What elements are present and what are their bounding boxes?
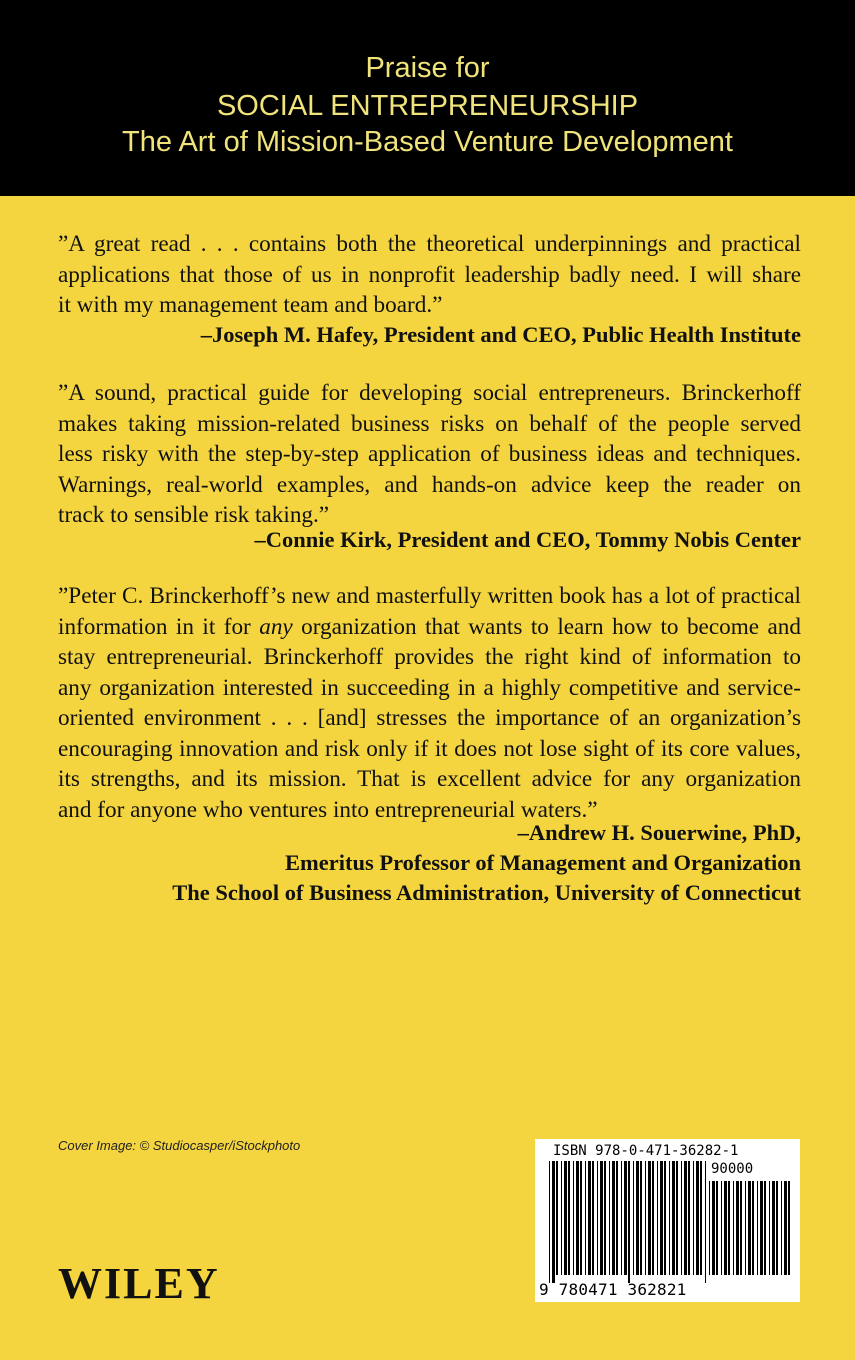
quote-3 <box>58 581 801 825</box>
title-banner <box>0 0 855 196</box>
isbn-label: ISBN 978-0-471-36282-1 <box>553 1143 739 1159</box>
barcode-bar <box>776 1181 778 1275</box>
barcode-bar <box>652 1161 654 1275</box>
quote-line: ”A sound, practical guide for developing social entrepreneurs. Brinckerhoff <box>58 380 801 406</box>
quote-line: ”Peter C. Brinckerhoff’s new and masterfully written book has a lot of practical <box>58 583 801 609</box>
barcode-bar <box>604 1161 606 1275</box>
barcode-bar <box>757 1181 758 1275</box>
quote-line: less risky with the step-by-step application of business ideas and techniques. <box>58 441 801 467</box>
barcode-bar <box>760 1181 763 1275</box>
barcode-bar <box>628 1161 630 1283</box>
ean-bars <box>549 1161 707 1283</box>
barcode-bar <box>709 1181 710 1275</box>
barcode-bar <box>636 1161 639 1275</box>
barcode-bar <box>660 1161 663 1275</box>
barcode-bar <box>576 1161 579 1275</box>
barcode-bar <box>616 1161 618 1275</box>
barcode-bar <box>740 1181 742 1275</box>
barcode-bar <box>588 1161 591 1275</box>
barcode-bar <box>733 1181 734 1275</box>
quote-line <box>58 612 801 643</box>
barcode-bar <box>669 1161 670 1275</box>
barcode-bar <box>764 1181 766 1275</box>
barcode-bar <box>609 1161 610 1275</box>
barcode-bar <box>624 1161 627 1275</box>
barcode-bar <box>600 1161 603 1275</box>
barcode-bar <box>688 1161 690 1275</box>
barcode-bar <box>684 1161 687 1275</box>
quote-line: encouraging innovation and risk only if it does not lose sight of its core values, <box>58 735 801 762</box>
barcode-bar <box>676 1161 678 1275</box>
barcode-bar <box>621 1161 622 1275</box>
quote-line: it with my management team and board.” <box>58 292 443 318</box>
attribution-3 <box>172 818 801 908</box>
barcode-bar <box>696 1161 699 1275</box>
publisher-logo: WILEY <box>58 1259 220 1308</box>
barcode-bar <box>664 1161 666 1275</box>
barcode-bar <box>561 1161 562 1275</box>
barcode-bar <box>724 1181 727 1275</box>
attribution-2 <box>254 525 801 555</box>
barcode-bar <box>564 1161 567 1275</box>
barcode-bar <box>568 1161 570 1275</box>
addon-bars <box>709 1181 791 1283</box>
book-subtitle: The Art of Mission-Based Venture Development <box>122 126 733 158</box>
barcode-bar <box>681 1161 682 1275</box>
quote-line: applications that those of us in nonprofit leadership badly need. I will share <box>58 261 801 288</box>
quote-line: any organization interested in succeeding in a highly competitive and service- <box>58 674 801 701</box>
quote-line: oriented environment . . . [and] stresses the importance of an organization’s <box>58 705 801 731</box>
barcode-bar <box>552 1161 555 1283</box>
attribution-line: –Andrew H. Souerwine, PhD, <box>517 820 801 845</box>
quote-line: ”A great read . . . contains both the theoretical underpinnings and practical <box>58 231 801 257</box>
barcode-bar <box>712 1181 715 1275</box>
barcode-bar <box>645 1161 646 1275</box>
quote-fragment: information in it for <box>58 613 260 640</box>
cover-image-credit: Cover Image: © Studiocasper/iStockphoto <box>58 1138 301 1153</box>
quote-line: and for anyone who ventures into entrepreneurial waters.” <box>58 796 598 823</box>
barcode-bar <box>556 1161 558 1275</box>
barcode-bar <box>788 1181 790 1275</box>
barcode-bar <box>657 1161 658 1275</box>
barcode-bar <box>728 1181 730 1275</box>
quote-line: Warnings, real-world examples, and hands-on advice keep the reader on <box>58 471 801 498</box>
barcode-bar <box>748 1181 751 1275</box>
quote-2 <box>58 378 801 531</box>
barcode-bar <box>736 1181 739 1275</box>
attribution-line: –Joseph M. Hafey, President and CEO, Public Health Institute <box>200 322 801 347</box>
praise-heading: Praise for <box>365 52 490 84</box>
quote-line: track to sensible risk taking.” <box>58 502 330 528</box>
attribution-line: Emeritus Professor of Management and Organization <box>285 850 801 875</box>
barcode-bar <box>633 1161 634 1275</box>
barcode-bar <box>721 1181 722 1275</box>
barcode-bar <box>705 1161 706 1283</box>
barcode-bar <box>573 1161 574 1275</box>
barcode-bar <box>752 1181 754 1275</box>
barcode-bar <box>640 1161 642 1275</box>
attribution-line: –Connie Kirk, President and CEO, Tommy Nobis Center <box>254 527 801 552</box>
barcode-bar <box>716 1181 718 1275</box>
barcode-bar <box>772 1181 775 1275</box>
barcode-bar <box>745 1181 746 1275</box>
barcode-bar <box>580 1161 582 1275</box>
barcode-bar <box>612 1161 615 1275</box>
price-code: 90000 <box>711 1161 754 1177</box>
barcode-bar <box>693 1161 694 1275</box>
barcode-bar <box>585 1161 586 1275</box>
barcode <box>535 1139 800 1302</box>
book-title: SOCIAL ENTREPRENEURSHIP <box>216 90 639 122</box>
barcode-bar <box>784 1181 787 1275</box>
isbn-digits: 9 780471 362821 <box>539 1280 687 1299</box>
quote-fragment: organization that wants to learn how to become and <box>292 613 801 640</box>
quote-line: makes taking mission-related business risks on behalf of the people served <box>58 410 801 437</box>
barcode-bar <box>769 1181 770 1275</box>
barcode-bar <box>700 1161 702 1275</box>
barcode-bar <box>672 1161 675 1275</box>
barcode-bar <box>549 1161 550 1283</box>
quote-1 <box>58 229 801 321</box>
quote-line: stay entrepreneurial. Brinckerhoff provides the right kind of information to <box>58 644 801 670</box>
barcode-bar <box>597 1161 598 1275</box>
barcode-bar <box>592 1161 594 1275</box>
barcode-bar <box>648 1161 651 1275</box>
barcode-bar <box>781 1181 782 1275</box>
attribution-1 <box>201 320 801 350</box>
attribution-line: The School of Business Administration, University of Connecticut <box>172 880 801 905</box>
emphasis: any <box>259 613 293 640</box>
quote-line: its strengths, and its mission. That is excellent advice for any organization <box>58 766 801 792</box>
